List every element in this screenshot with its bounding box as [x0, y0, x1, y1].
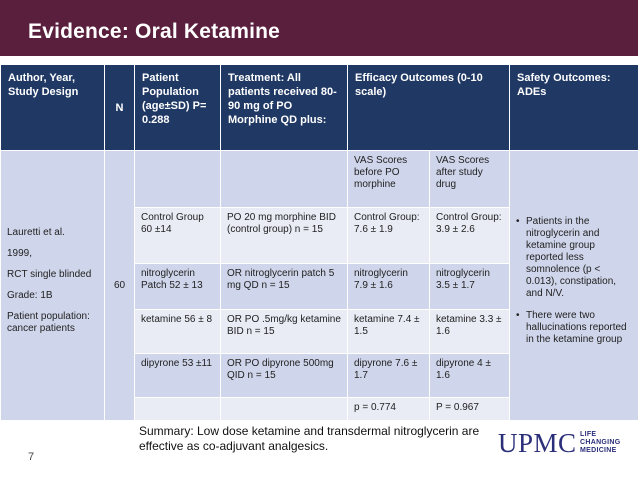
slide-title: Evidence: Oral Ketamine	[28, 20, 281, 43]
list-item: • There were two hallucinations reported in the ketamine group	[514, 310, 632, 346]
row-treatment: PO 20 mg morphine BID (control group) n = 15	[221, 208, 348, 264]
logo-tagline	[580, 431, 638, 455]
row-treatment: OR nitroglycerin patch 5 mg QD n = 15	[221, 264, 348, 310]
header-author: Author, Year, Study Design	[1, 65, 105, 151]
logo-tagline-line: MEDICINE	[580, 447, 617, 454]
summary-text: Summary: Low dose ketamine and transdermal nitroglycerin are effective as co-adjuvant analgesics.	[139, 424, 480, 453]
header-efficacy: Efficacy Outcomes (0-10 scale)	[348, 65, 510, 151]
p-value-before: p = 0.774	[348, 398, 430, 421]
study-n: 60	[105, 151, 135, 421]
row-population: ketamine 56 ± 8	[135, 310, 221, 354]
pvalue-treatment-empty	[221, 398, 348, 421]
row-population: nitroglycerin Patch 52 ± 13	[135, 264, 221, 310]
row-vas-after: nitroglycerin 3.5 ± 1.7	[430, 264, 510, 310]
row-treatment: OR PO .5mg/kg ketamine BID n = 15	[221, 310, 348, 354]
row-vas-after: Control Group: 3.9 ± 2.6	[430, 208, 510, 264]
list-item: • Patients in the nitroglycerin and ketamine group reported less somnolence (p < 0.013), constipation, and N/V.	[514, 216, 632, 300]
upmc-logo	[498, 428, 634, 460]
treatment-cell-empty	[221, 151, 348, 208]
logo-tagline-line: LIFE	[580, 431, 597, 438]
logo-tagline-line: CHANGING	[580, 439, 621, 446]
vas-after-header: VAS Scores after study drug	[430, 151, 510, 208]
study-cell	[1, 151, 105, 421]
row-vas-after: dipyrone 4 ± 1.6	[430, 354, 510, 398]
row-vas-after: ketamine 3.3 ± 1.6	[430, 310, 510, 354]
pvalue-population-empty	[135, 398, 221, 421]
row-vas-before: Control Group: 7.6 ± 1.9	[348, 208, 430, 264]
study-year: 1999,	[7, 248, 33, 259]
row-population: Control Group 60 ±14	[135, 208, 221, 264]
vas-before-header: VAS Scores before PO morphine	[348, 151, 430, 208]
slide-number: 7	[28, 451, 35, 463]
population-cell-empty	[135, 151, 221, 208]
evidence-table	[0, 64, 638, 421]
table-row	[1, 151, 638, 208]
row-population: dipyrone 53 ±11	[135, 354, 221, 398]
safety-cell	[510, 151, 638, 421]
header-n: N	[105, 65, 135, 151]
row-vas-before: ketamine 7.4 ± 1.5	[348, 310, 430, 354]
study-grade: Grade: 1B	[7, 290, 53, 301]
study-author: Lauretti et al.	[7, 227, 65, 238]
p-value-after: P = 0.967	[430, 398, 510, 421]
row-treatment: OR PO dipyrone 500mg QID n = 15	[221, 354, 348, 398]
safety-list	[514, 216, 632, 346]
study-population: Patient population: cancer patients	[7, 311, 90, 334]
title-bar	[0, 0, 638, 56]
row-vas-before: nitroglycerin 7.9 ± 1.6	[348, 264, 430, 310]
row-vas-before: dipyrone 7.6 ± 1.7	[348, 354, 430, 398]
header-population: Patient Population (age±SD) P= 0.288	[135, 65, 221, 151]
logo-wordmark: UPMC	[498, 428, 577, 458]
header-safety: Safety Outcomes: ADEs	[510, 65, 638, 151]
header-treatment: Treatment: All patients received 80-90 mg of PO Morphine QD plus:	[221, 65, 348, 151]
study-design: RCT single blinded	[7, 269, 92, 280]
